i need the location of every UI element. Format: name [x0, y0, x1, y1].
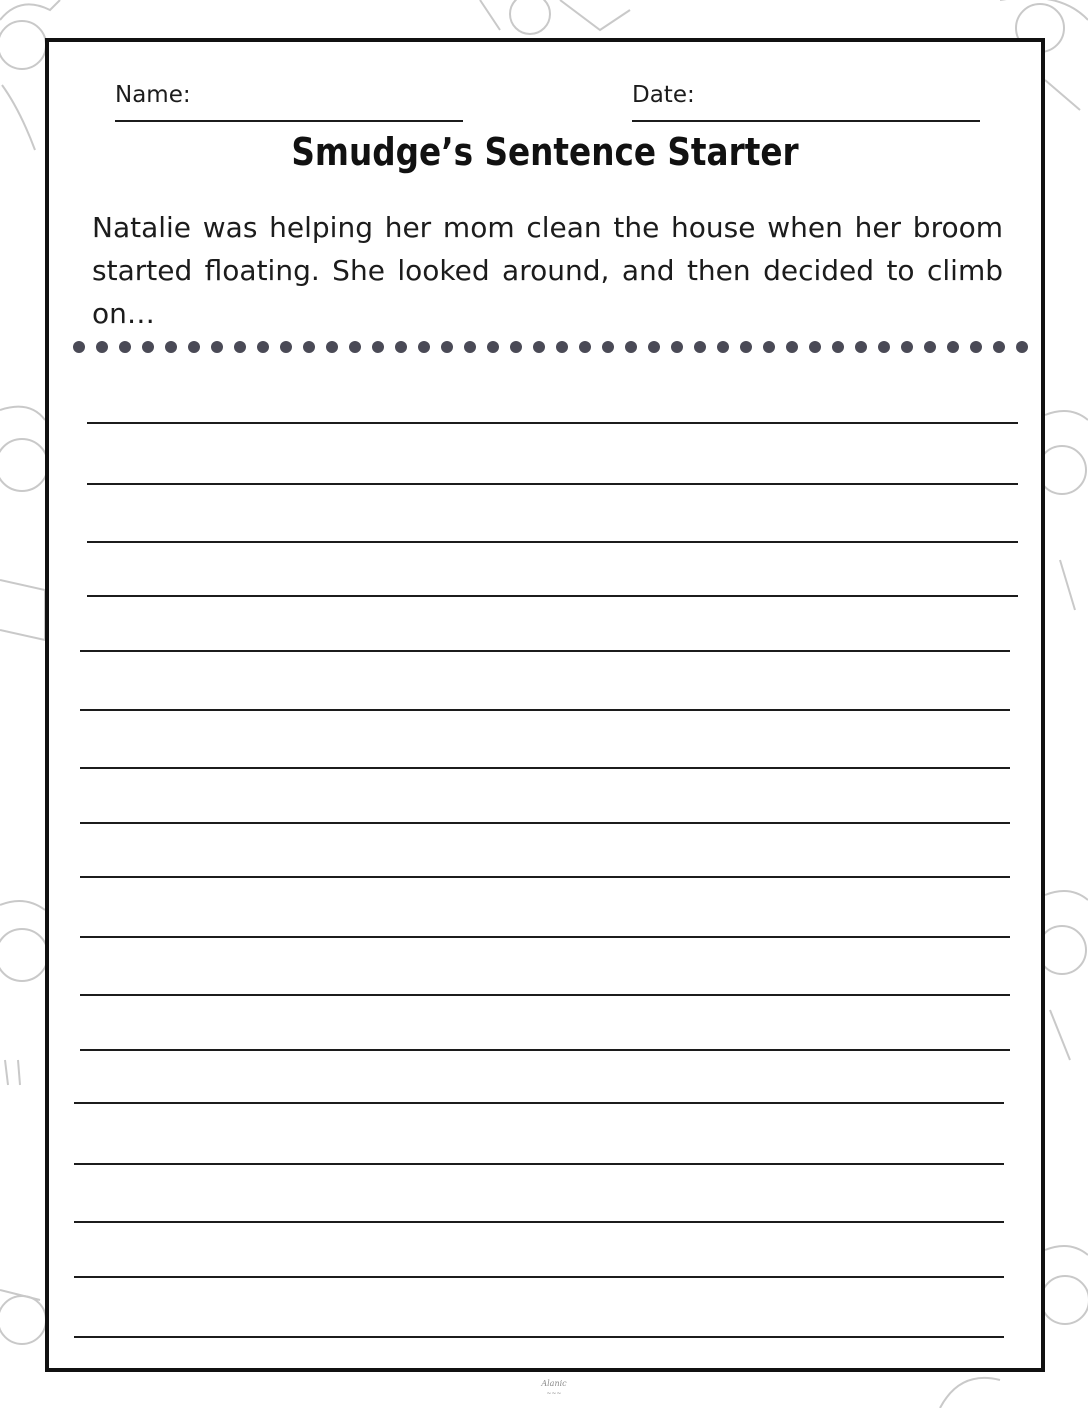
writing-line[interactable] [74, 1221, 1004, 1223]
divider-dot [671, 341, 683, 353]
writing-line[interactable] [87, 595, 1018, 597]
date-label: Date: [632, 82, 695, 108]
name-label: Name: [115, 82, 191, 108]
worksheet-title: Smudge’s Sentence Starter [291, 130, 799, 174]
divider-dot [809, 341, 821, 353]
divider-dot [947, 341, 959, 353]
divider-dot [188, 341, 200, 353]
cartoon-character-doodle [1038, 411, 1088, 610]
divider-dot [96, 341, 108, 353]
divider-dot [257, 341, 269, 353]
cartoon-character-doodle [480, 0, 630, 34]
divider-dot [924, 341, 936, 353]
writing-line[interactable] [80, 709, 1010, 711]
writing-line[interactable] [80, 767, 1010, 769]
writing-line[interactable] [74, 1163, 1004, 1165]
writing-line[interactable] [80, 650, 1010, 652]
divider-dot [855, 341, 867, 353]
writing-line[interactable] [80, 1049, 1010, 1051]
divider-dot [510, 341, 522, 353]
writing-line[interactable] [80, 994, 1010, 996]
divider-dot [694, 341, 706, 353]
divider-dot [970, 341, 982, 353]
name-field[interactable] [115, 120, 463, 122]
dotted-divider [49, 341, 1041, 355]
divider-dot [487, 341, 499, 353]
writing-line[interactable] [80, 822, 1010, 824]
divider-dot [349, 341, 361, 353]
divider-dot [372, 341, 384, 353]
cartoon-character-doodle [0, 407, 48, 640]
divider-dot [73, 341, 85, 353]
divider-dot [464, 341, 476, 353]
cartoon-character-doodle [0, 901, 48, 1085]
divider-dot [878, 341, 890, 353]
divider-dot [579, 341, 591, 353]
cartoon-character-doodle [0, 1290, 46, 1344]
writing-line[interactable] [87, 541, 1018, 543]
divider-dot [625, 341, 637, 353]
divider-dot [303, 341, 315, 353]
svg-text:~~~: ~~~ [546, 1390, 562, 1397]
divider-dot [395, 341, 407, 353]
divider-dot [763, 341, 775, 353]
divider-dot [234, 341, 246, 353]
svg-text:Alanic: Alanic [541, 1379, 567, 1388]
divider-dot [165, 341, 177, 353]
divider-dot [901, 341, 913, 353]
writing-line[interactable] [74, 1336, 1004, 1338]
divider-dot [119, 341, 131, 353]
writing-line[interactable] [87, 422, 1018, 424]
writing-line[interactable] [74, 1276, 1004, 1278]
cartoon-character-doodle [1038, 891, 1088, 1060]
writing-line[interactable] [74, 1102, 1004, 1104]
divider-dot [648, 341, 660, 353]
divider-dot [211, 341, 223, 353]
divider-dot [1016, 341, 1028, 353]
divider-dot [280, 341, 292, 353]
publisher-logo [529, 1376, 579, 1400]
writing-line[interactable] [87, 483, 1018, 485]
worksheet-frame [45, 38, 1045, 1372]
sentence-starter-prompt: Natalie was helping her mom clean the house when her broom started floating. She looked around, and then decided to climb on… [92, 211, 1003, 330]
divider-dot [556, 341, 568, 353]
divider-dot [832, 341, 844, 353]
divider-dot [533, 341, 545, 353]
divider-dot [993, 341, 1005, 353]
divider-dot [717, 341, 729, 353]
writing-line[interactable] [80, 936, 1010, 938]
divider-dot [326, 341, 338, 353]
divider-dot [740, 341, 752, 353]
date-field[interactable] [632, 120, 980, 122]
writing-line[interactable] [80, 876, 1010, 878]
divider-dot [441, 341, 453, 353]
divider-dot [786, 341, 798, 353]
divider-dot [142, 341, 154, 353]
divider-dot [418, 341, 430, 353]
divider-dot [602, 341, 614, 353]
